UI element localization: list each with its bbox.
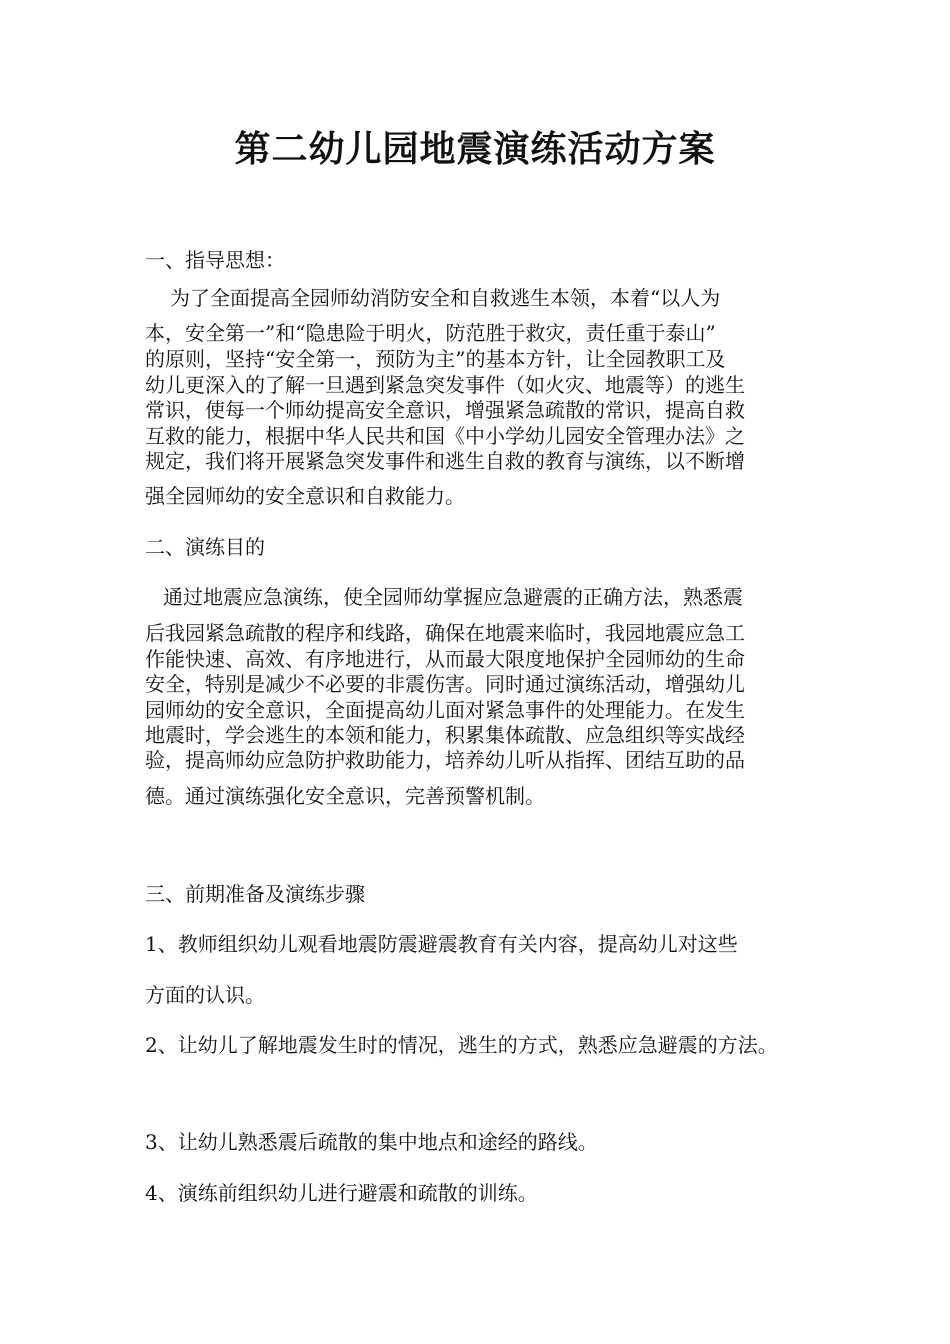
paragraph-line: 通过地震应急演练，使全园师幼掌握应急避震的正确方法，熟悉震 [163, 585, 743, 609]
section-heading-guiding-ideology: 一、指导思想： [145, 248, 285, 272]
paragraph-line: 为了全面提高全园师幼消防安全和自救逃生本领，本着“以人为 [170, 286, 721, 310]
list-item: 3、让幼儿熟悉震后疏散的集中地点和途经的路线。 [145, 1130, 598, 1154]
paragraph-line: 园师幼的安全意识，全面提高幼儿面对紧急事件的处理能力。在发生 [145, 698, 745, 722]
paragraph-line: 规定，我们将开展紧急突发事件和逃生自救的教育与演练，以不断增 [145, 449, 745, 473]
paragraph-line: 强全园师幼的安全意识和自救能力。 [145, 484, 465, 508]
list-item: 2、让幼儿了解地震发生时的情况，逃生的方式，熟悉应急避震的方法。 [145, 1033, 778, 1057]
list-item: 1、教师组织幼儿观看地震防震避震教育有关内容，提高幼儿对这些 [145, 932, 738, 956]
paragraph-line: 验，提高师幼应急防护救助能力，培养幼儿听从指挥、团结互助的品 [145, 748, 745, 772]
paragraph-line: 互救的能力，根据中华人民共和国《中小学幼儿园安全管理办法》之 [145, 424, 745, 448]
paragraph-line: 后我园紧急疏散的程序和线路，确保在地震来临时，我园地震应急工 [145, 621, 745, 645]
paragraph-line: 本，安全第一”和“隐患险于明火，防范胜于救灾，责任重于泰山” [145, 321, 716, 345]
list-item: 方面的认识。 [145, 983, 265, 1007]
paragraph-line: 地震时，学会逃生的本领和能力，积累集体疏散、应急组织等实战经 [145, 723, 745, 747]
section-heading-preparation-steps: 三、前期准备及演练步骤 [145, 882, 365, 906]
paragraph-line: 幼儿更深入的了解一旦遇到紧急突发事件（如火灾、地震等）的逃生 [145, 373, 745, 397]
paragraph-line: 安全，特别是减少不必要的非震伤害。同时通过演练活动，增强幼儿 [145, 672, 745, 696]
paragraph-line: 的原则，坚持“安全第一，预防为主”的基本方针，让全园教职工及 [145, 347, 726, 371]
paragraph-line: 常识，使每一个师幼提高安全意识，增强紧急疏散的常识，提高自救 [145, 398, 745, 422]
section-heading-drill-purpose: 二、演练目的 [145, 535, 265, 559]
paragraph-line: 德。通过演练强化安全意识，完善预警机制。 [145, 784, 545, 808]
document-title: 第二幼儿园地震演练活动方案 [234, 129, 716, 170]
list-item: 4、演练前组织幼儿进行避震和疏散的训练。 [145, 1181, 538, 1205]
paragraph-line: 作能快速、高效、有序地进行，从而最大限度地保护全园师幼的生命 [145, 647, 745, 671]
